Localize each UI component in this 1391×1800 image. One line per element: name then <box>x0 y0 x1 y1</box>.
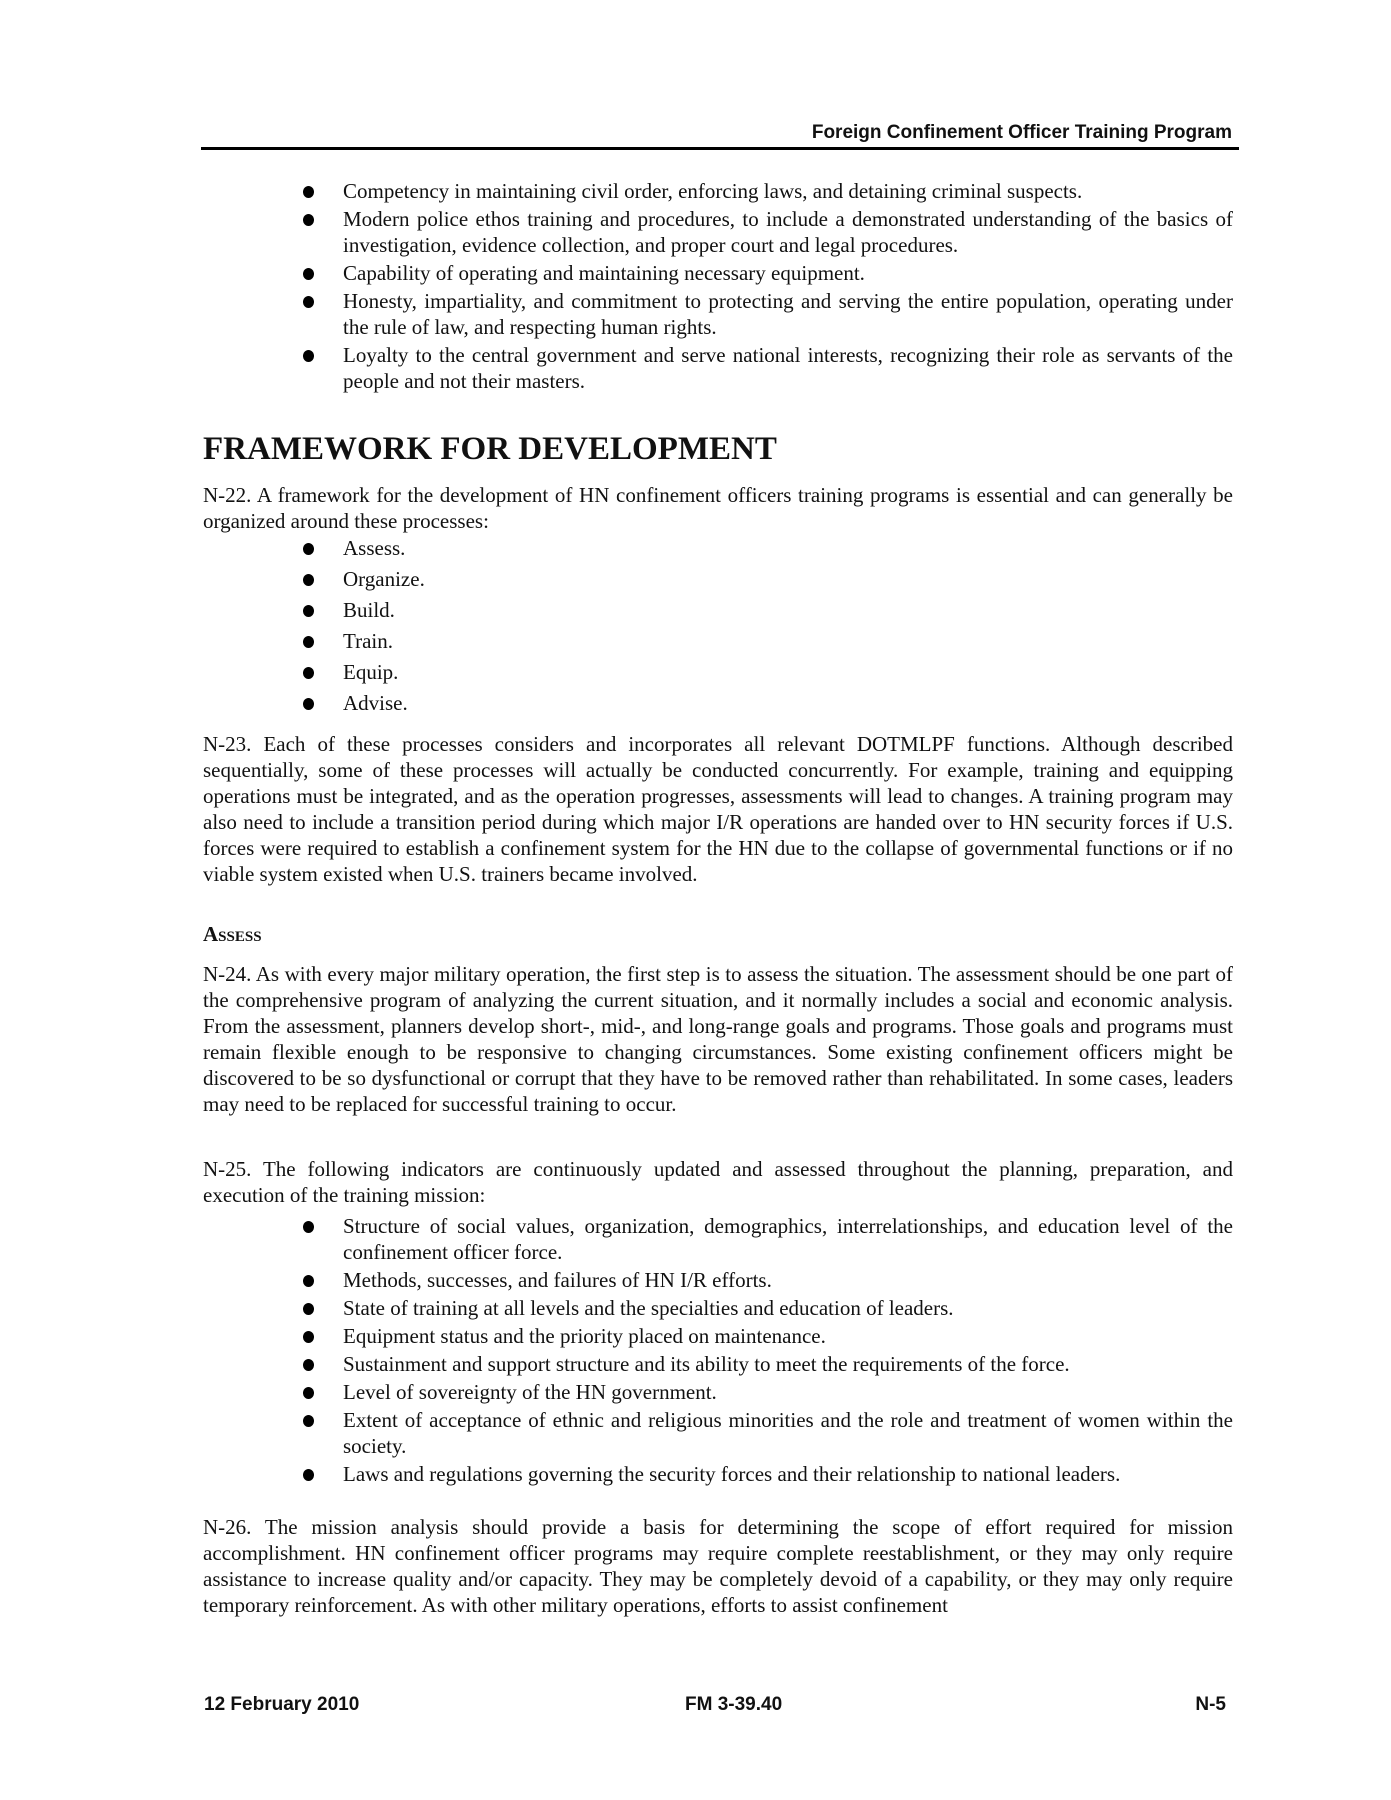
list-item: Equip. <box>203 659 1233 685</box>
bullet-icon <box>303 698 314 710</box>
list-item: State of training at all levels and the specialties and education of leaders. <box>203 1295 1233 1321</box>
bullet-icon <box>303 1359 314 1371</box>
bullet-icon <box>303 1275 314 1287</box>
list-item: Loyalty to the central government and serve national interests, recognizing their role as servants of the people and not their masters. <box>203 342 1233 394</box>
list-item: Assess. <box>203 535 1233 561</box>
list-item: Extent of acceptance of ethnic and religious minorities and the role and treatment of women within the society. <box>203 1407 1233 1459</box>
bullet-icon <box>303 1221 314 1233</box>
footer-doc-id: FM 3-39.40 <box>685 1694 783 1715</box>
bullet-icon <box>303 350 314 362</box>
indicator-list <box>203 1213 1233 1489</box>
bullet-icon <box>303 667 314 679</box>
list-item: Honesty, impartiality, and commitment to protecting and serving the entire population, operating under the rule of law, and respecting human rights. <box>203 288 1233 340</box>
subsection-heading: Assess <box>203 922 262 946</box>
list-item: Sustainment and support structure and its ability to meet the requirements of the force. <box>203 1351 1233 1377</box>
bullet-icon <box>303 1303 314 1315</box>
paragraph-n25: N-25. The following indicators are continuously updated and assessed throughout the planning, preparation, and execution of the training mission: <box>203 1157 1233 1207</box>
list-item: Build. <box>203 597 1233 623</box>
list-item: Modern police ethos training and procedures, to include a demonstrated understanding of the basics of investigation, evidence collection, and proper court and legal procedures. <box>203 206 1233 258</box>
list-item: Methods, successes, and failures of HN I/R efforts. <box>203 1267 1233 1293</box>
list-item: Organize. <box>203 566 1233 592</box>
bullet-icon <box>303 1415 314 1427</box>
list-item: Advise. <box>203 690 1233 716</box>
intro-bullet-list <box>203 178 1233 396</box>
bullet-icon <box>303 268 314 280</box>
bullet-icon <box>303 605 314 617</box>
running-header: Foreign Confinement Officer Training Program <box>811 122 1232 143</box>
list-item: Equipment status and the priority placed on maintenance. <box>203 1323 1233 1349</box>
bullet-icon <box>303 1469 314 1481</box>
bullet-icon <box>303 574 314 586</box>
bullet-icon <box>303 186 314 198</box>
process-list <box>203 535 1233 721</box>
paragraph-n23: N-23. Each of these processes considers and incorporates all relevant DOTMLPF functions. Although described sequentially, some of these processes will actually be conducted concurrently. For example, training and equipping operations must be integrated, and as the operation progresses, assessments will lead to changes. A training program may also need to include a transition period during which major I/R operations are handed over to HN security forces if U.S. forces were required to establish a confinement system for the HN due to the collapse of governmental functions or if no viable system existed when U.S. trainers became involved. <box>203 732 1233 886</box>
list-item: Level of sovereignty of the HN government. <box>203 1379 1233 1405</box>
footer-page-number: N-5 <box>1195 1694 1226 1715</box>
section-heading: FRAMEWORK FOR DEVELOPMENT <box>203 431 777 467</box>
bullet-icon <box>303 214 314 226</box>
footer-date: 12 February 2010 <box>204 1694 360 1715</box>
paragraph-n24: N-24. As with every major military operation, the first step is to assess the situation. The assessment should be one part of the comprehensive program of analyzing the current situation, and it normally includes a social and economic analysis. From the assessment, planners develop short-, mid-, and long-range goals and programs. Those goals and programs must remain flexible enough to be responsive to changing circumstances. Some existing confinement officers might be discovered to be so dysfunctional or corrupt that they have to be removed rather than rehabilitated. In some cases, leaders may need to be replaced for successful training to occur. <box>203 962 1233 1116</box>
paragraph-n26: N-26. The mission analysis should provide a basis for determining the scope of effort required for mission accomplishment. HN confinement officer programs may require complete reestablishment, or they may only require assistance to increase quality and/or capacity. They may be completely devoid of a capability, or they may only require temporary reinforcement. As with other military operations, efforts to assist confinement <box>203 1515 1233 1617</box>
list-item: Capability of operating and maintaining necessary equipment. <box>203 260 1233 286</box>
bullet-icon <box>303 543 314 555</box>
bullet-icon <box>303 1331 314 1343</box>
list-item: Competency in maintaining civil order, enforcing laws, and detaining criminal suspects. <box>203 178 1233 204</box>
list-item: Laws and regulations governing the security forces and their relationship to national leaders. <box>203 1461 1233 1487</box>
paragraph-n22: N-22. A framework for the development of HN confinement officers training programs is essential and can generally be organized around these processes: <box>203 483 1233 533</box>
list-item: Structure of social values, organization, demographics, interrelationships, and education level of the confinement officer force. <box>203 1213 1233 1265</box>
header-rule <box>201 147 1239 150</box>
bullet-icon <box>303 296 314 308</box>
bullet-icon <box>303 1387 314 1399</box>
bullet-icon <box>303 636 314 648</box>
list-item: Train. <box>203 628 1233 654</box>
